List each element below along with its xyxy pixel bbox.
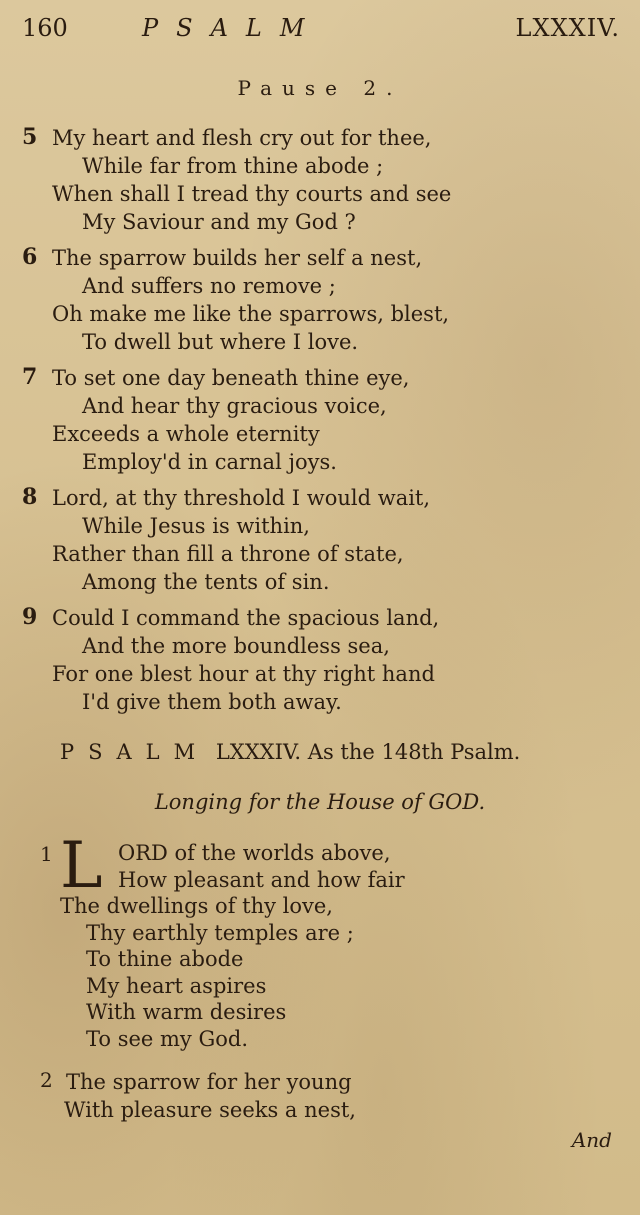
stanza-8	[22, 484, 622, 596]
verse-line: To see my God.	[86, 1026, 248, 1051]
psalm-tune: As the 148th Psalm.	[307, 740, 521, 764]
stanza-number: 6	[22, 244, 38, 270]
catchword: And	[571, 1128, 612, 1152]
verse-line: For one blest hour at thy right hand	[52, 662, 435, 686]
psalm-stanzas	[22, 124, 622, 724]
verse-line: Rather than fill a throne of state,	[52, 542, 404, 566]
verse-line: Lord, at thy threshold I would wait,	[52, 486, 431, 510]
verse-line: How pleasant and how fair	[118, 867, 405, 892]
page-number: 160	[22, 14, 68, 42]
drop-cap: L	[60, 829, 103, 903]
pause-heading: Pause 2.	[237, 76, 403, 100]
verse-line: To thine abode	[86, 947, 244, 971]
verse-line: When shall I tread thy courts and see	[52, 182, 452, 206]
stanza-7	[22, 364, 622, 476]
stanza-5	[22, 124, 622, 236]
running-title: PSALM	[142, 14, 323, 42]
verse-line: Could I command the spacious land,	[52, 606, 440, 630]
verse-line: While Jesus is within,	[82, 514, 310, 538]
verse-line: Thy earthly temples are ;	[86, 920, 354, 945]
verse-line: With warm desires	[86, 1000, 287, 1024]
running-numeral: LXXXIV.	[515, 14, 620, 42]
stanza-number: 9	[22, 604, 38, 630]
verse-line: The dwellings of thy love,	[60, 894, 333, 918]
hymn-stanza-1	[40, 829, 620, 1052]
page-header	[22, 14, 620, 48]
verse-line: Among the tents of sin.	[82, 570, 330, 594]
verse-line: And hear thy gracious voice,	[82, 394, 387, 418]
verse-line: ORD of the worlds above,	[118, 841, 391, 865]
psalm-subtitle: Longing for the House of GOD.	[154, 790, 486, 814]
stanza-number: 7	[22, 364, 38, 390]
stanza-6	[22, 244, 622, 356]
stanza-9	[22, 604, 622, 716]
psalm-word: PSALM	[60, 740, 210, 764]
verse-line: The sparrow builds her self a nest,	[52, 246, 423, 270]
verse-line: My heart and flesh cry out for thee,	[52, 126, 432, 150]
hymn-stanza-2	[40, 1068, 620, 1124]
verse-line: And the more boundless sea,	[82, 634, 390, 658]
verse-line: With pleasure seeks a nest,	[64, 1098, 356, 1122]
psalm-heading	[60, 740, 620, 764]
verse-line: Employ'd in carnal joys.	[82, 450, 337, 474]
stanza-number: 2	[40, 1068, 53, 1092]
psalm-numeral: LXXXIV.	[215, 740, 302, 764]
verse-line: I'd give them both away.	[82, 690, 342, 714]
verse-line: And suffers no remove ;	[82, 274, 336, 298]
verse-line: Oh make me like the sparrows, blest,	[52, 302, 450, 326]
verse-line: While far from thine abode ;	[82, 154, 384, 178]
verse-line: My heart aspires	[86, 973, 267, 998]
verse-line: The sparrow for her young	[66, 1070, 352, 1094]
verse-line: To set one day beneath thine eye,	[52, 366, 410, 390]
verse-line: Exceeds a whole eternity	[52, 422, 320, 446]
verse-line: To dwell but where I love.	[82, 330, 359, 354]
verse-line: My Saviour and my God ?	[82, 210, 356, 234]
stanza-number: 1	[40, 842, 53, 866]
stanza-number: 5	[22, 124, 38, 150]
stanza-number: 8	[22, 484, 38, 510]
